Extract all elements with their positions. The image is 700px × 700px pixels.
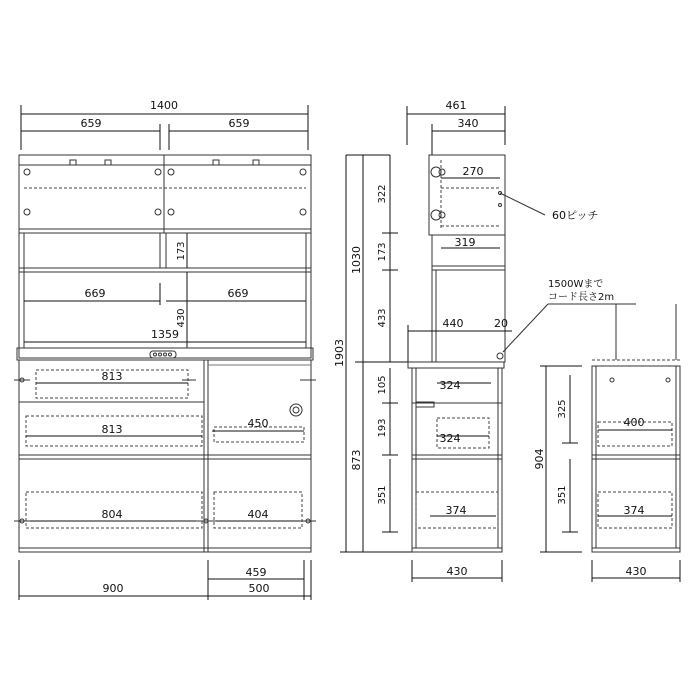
- front-base-right-inner: 459: [245, 566, 267, 579]
- side-open-height: 173: [377, 242, 388, 262]
- side-drawer2-height: 193: [377, 418, 388, 438]
- side2-drawer2-inner: 374: [623, 504, 645, 517]
- side-upper-total-height: 1030: [350, 246, 363, 274]
- slide-marker-icons: [14, 378, 316, 523]
- side-drawer1-inner: 324: [439, 379, 461, 392]
- side-drawer3-inner: 374: [445, 504, 467, 517]
- side2-drawer1-inner: 400: [623, 416, 645, 429]
- side-view: [333, 99, 636, 582]
- side-offset: 20: [494, 317, 508, 330]
- front-right-drawer-width: 450: [247, 417, 269, 430]
- side-view-2: [533, 304, 680, 582]
- side-lower-total-height: 873: [350, 449, 363, 471]
- side-drawer3-height: 351: [377, 485, 388, 505]
- front-upper-right-width: 659: [228, 117, 250, 130]
- side2-total-height: 904: [533, 448, 546, 470]
- side2-base-depth: 430: [625, 565, 647, 578]
- front-shelf-right-width: 669: [227, 287, 249, 300]
- side2-drawer2-height: 351: [557, 485, 568, 505]
- side-shelf-inner: 319: [454, 236, 476, 249]
- side-total-height: 1903: [333, 339, 346, 367]
- side-shelf-height: 433: [377, 308, 388, 328]
- side-drawer1-height: 105: [377, 375, 388, 395]
- front-overall-width: 1400: [150, 99, 178, 112]
- side-cord-note-line2: コード長さ2m: [548, 292, 615, 303]
- front-shelf-left-width: 669: [84, 287, 106, 300]
- side-upper-inner: 270: [462, 165, 484, 178]
- front-base-left-width: 900: [102, 582, 124, 595]
- side2-drawer1-height: 325: [557, 399, 568, 419]
- front-drawer-bottom-width: 804: [101, 508, 123, 521]
- side-upper-height: 322: [377, 184, 388, 204]
- side-overall-depth: 461: [445, 99, 467, 112]
- front-base-right-width: 500: [248, 582, 270, 595]
- side-drawer2-inner: 324: [439, 432, 461, 445]
- front-counter-width: 1359: [151, 328, 179, 341]
- side-upper-depth: 340: [457, 117, 479, 130]
- front-drawer-top-width: 813: [101, 370, 123, 383]
- front-shelf-height: 430: [176, 308, 187, 328]
- side-base-depth: 430: [446, 565, 468, 578]
- front-open-height: 173: [176, 241, 187, 261]
- front-drawer-mid-width: 813: [101, 423, 123, 436]
- side-cord-note-line1: 1500Wまで: [548, 279, 604, 290]
- side-counter-depth: 440: [442, 317, 464, 330]
- front-view: [14, 99, 316, 600]
- side-pitch-note: 60ピッチ: [552, 209, 599, 222]
- front-upper-left-width: 659: [80, 117, 102, 130]
- front-right-bottom-width: 404: [247, 508, 269, 521]
